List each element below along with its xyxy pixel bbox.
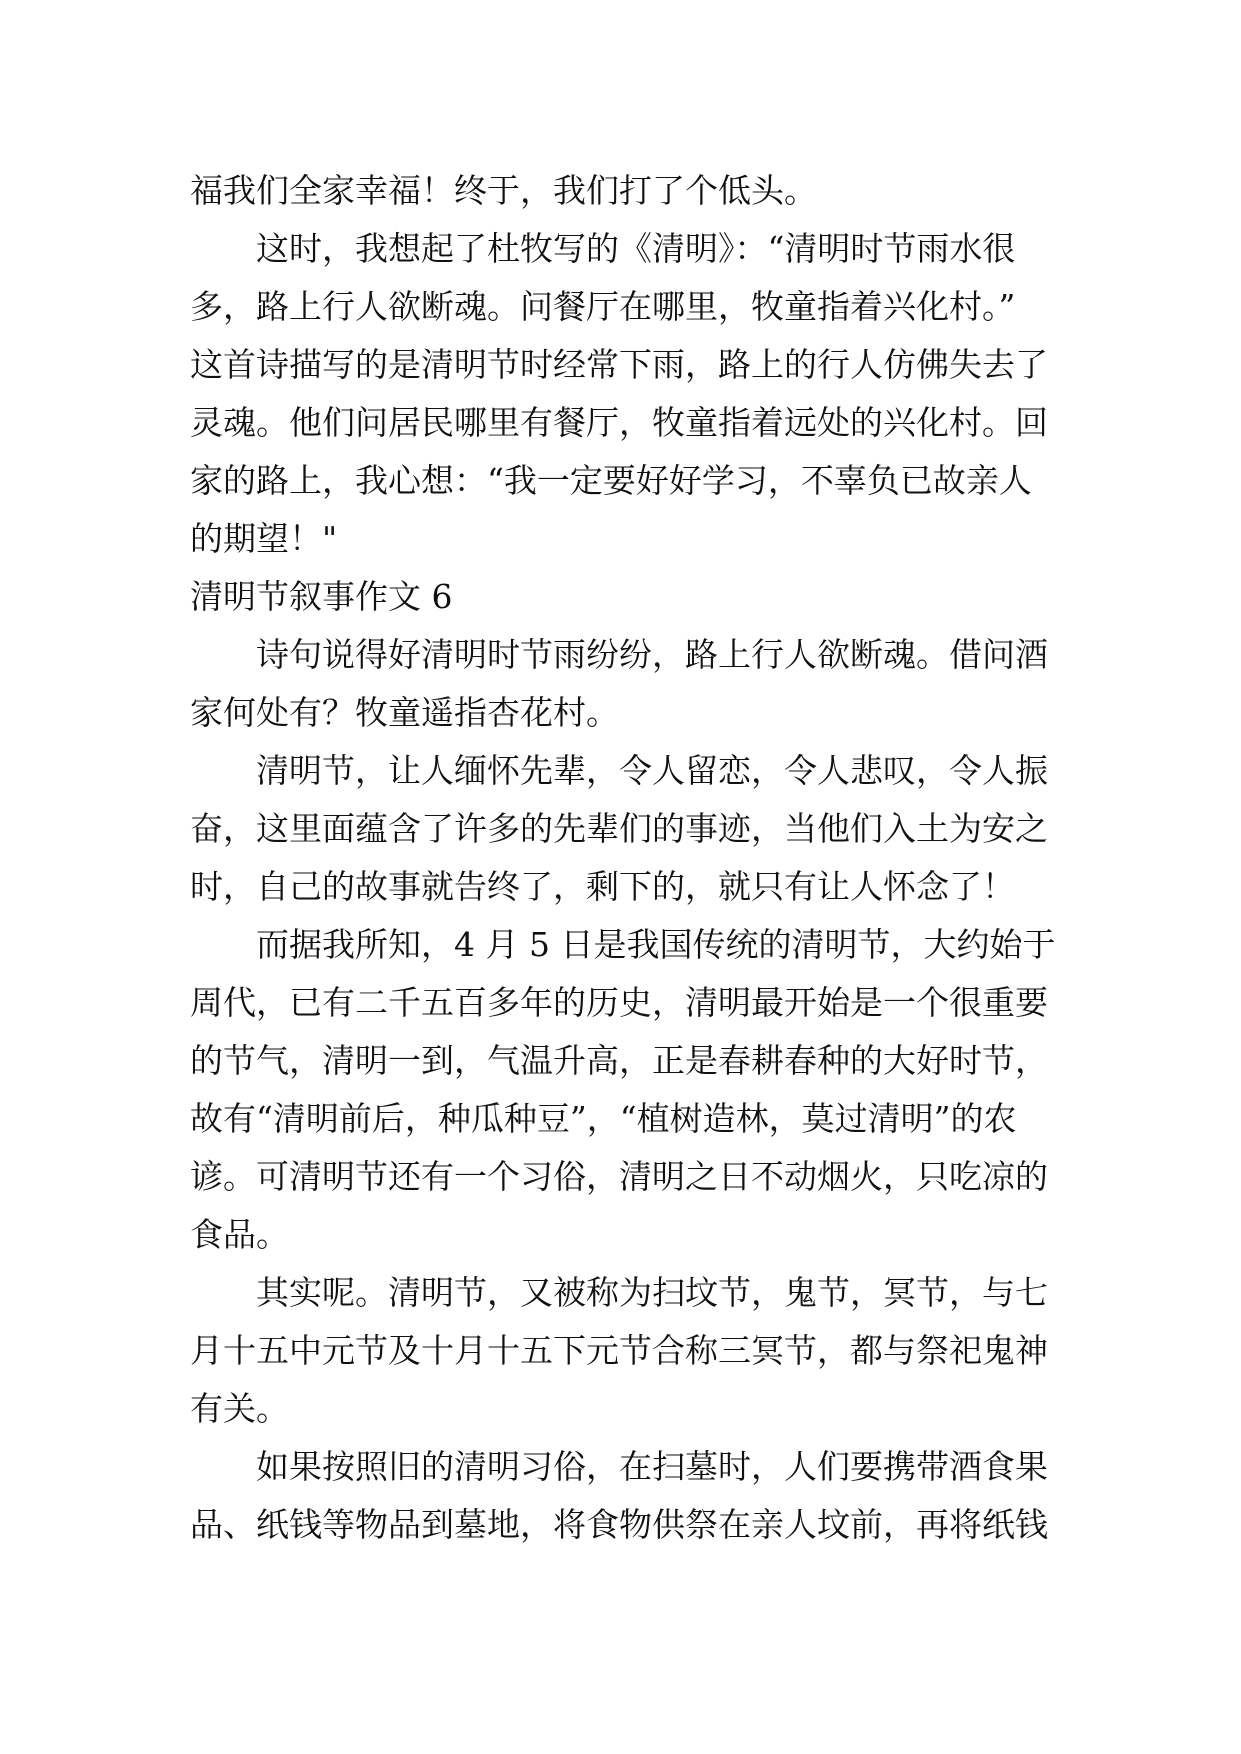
text-line: 的节气，清明一到，气温升高，正是春耕春种的大好时节， — [190, 1041, 1048, 1080]
text-line: 其实呢。清明节，又被称为扫坟节，鬼节，冥节，与七 — [256, 1273, 1048, 1312]
text-line: 这时，我想起了杜牧写的《清明》：“清明时节雨水很 — [256, 229, 1016, 268]
text-line: 福我们全家幸福！终于，我们打了个低头。 — [190, 171, 817, 210]
text-line: 食品。 — [190, 1215, 289, 1254]
text-line: 月十五中元节及十月十五下元节合称三冥节，都与祭祀鬼神 — [190, 1331, 1048, 1370]
text-line: 多，路上行人欲断魂。问餐厅在哪里，牧童指着兴化村。” — [190, 287, 1016, 326]
text-line: 而据我所知，4 月 5 日是我国传统的清明节，大约始于 — [256, 925, 1056, 964]
text-line: 的期望！" — [190, 519, 338, 558]
text-line: 奋，这里面蕴含了许多的先辈们的事迹，当他们入土为安之 — [190, 809, 1048, 848]
text-line: 品、纸钱等物品到墓地，将食物供祭在亲人坟前，再将纸钱 — [190, 1505, 1048, 1544]
text-line: 这首诗描写的是清明节时经常下雨，路上的行人仿佛失去了 — [190, 345, 1048, 384]
section-heading: 清明节叙事作文 6 — [190, 577, 453, 616]
text-line: 如果按照旧的清明习俗，在扫墓时，人们要携带酒食果 — [256, 1447, 1048, 1486]
text-line: 故有“清明前后，种瓜种豆”，“植树造林，莫过清明”的农 — [190, 1099, 1017, 1138]
text-line: 家何处有？牧童遥指杏花村。 — [190, 693, 619, 732]
text-line: 清明节，让人缅怀先辈，令人留恋，令人悲叹，令人振 — [256, 751, 1048, 790]
text-line: 诗句说得好清明时节雨纷纷，路上行人欲断魂。借问酒 — [256, 635, 1048, 674]
document-body — [190, 162, 1070, 1554]
text-line: 周代，已有二千五百多年的历史，清明最开始是一个很重要 — [190, 983, 1048, 1022]
text-line: 谚。可清明节还有一个习俗，清明之日不动烟火，只吃凉的 — [190, 1157, 1048, 1196]
text-line: 有关。 — [190, 1389, 289, 1428]
text-line: 时，自己的故事就告终了，剩下的，就只有让人怀念了！ — [190, 867, 1015, 906]
text-line: 灵魂。他们问居民哪里有餐厅，牧童指着远处的兴化村。回 — [190, 403, 1048, 442]
text-line: 家的路上，我心想：“我一定要好好学习，不辜负已故亲人 — [190, 461, 1032, 500]
